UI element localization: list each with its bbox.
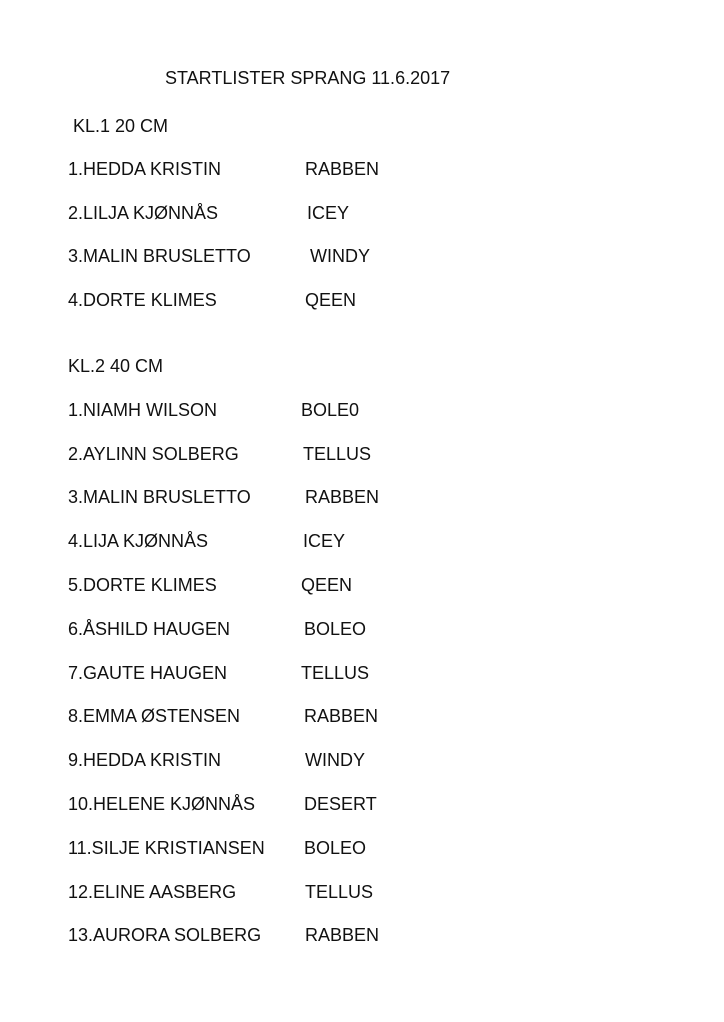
class-heading-kl1: KL.1 20 CM bbox=[73, 116, 169, 136]
horse-name: RABBEN bbox=[305, 487, 380, 507]
horse-name: ICEY bbox=[303, 531, 346, 551]
start-list-row bbox=[0, 487, 724, 513]
horse-name: DESERT bbox=[304, 794, 377, 814]
rider-name: 4.LIJA KJØNNÅS bbox=[68, 531, 209, 551]
start-list-row bbox=[0, 531, 724, 557]
document-title: STARTLISTER SPRANG 11.6.2017 bbox=[165, 68, 451, 88]
rider-name: 3.MALIN BRUSLETTO bbox=[68, 487, 251, 507]
start-list-row bbox=[0, 444, 724, 470]
start-list-row bbox=[0, 794, 724, 820]
start-list-row bbox=[0, 203, 724, 229]
rider-name: 8.EMMA ØSTENSEN bbox=[68, 706, 241, 726]
start-list-row bbox=[0, 706, 724, 732]
start-list-row bbox=[0, 290, 724, 316]
horse-name: RABBEN bbox=[304, 706, 379, 726]
horse-name: RABBEN bbox=[305, 159, 380, 179]
class-heading-kl2: KL.2 40 CM bbox=[68, 356, 164, 376]
start-list-row bbox=[0, 159, 724, 185]
horse-name: TELLUS bbox=[305, 882, 374, 902]
horse-name: BOLEO bbox=[304, 838, 367, 858]
horse-name: TELLUS bbox=[301, 663, 370, 683]
rider-name: 2.AYLINN SOLBERG bbox=[68, 444, 239, 464]
start-list-row bbox=[0, 750, 724, 776]
horse-name: QEEN bbox=[305, 290, 357, 310]
start-list-row bbox=[0, 925, 724, 951]
rider-name: 2.LILJA KJØNNÅS bbox=[68, 203, 219, 223]
rider-name: 3.MALIN BRUSLETTO bbox=[68, 246, 251, 266]
rider-name: 4.DORTE KLIMES bbox=[68, 290, 217, 310]
rider-name: 1.HEDDA KRISTIN bbox=[68, 159, 222, 179]
start-list-row bbox=[0, 838, 724, 864]
rider-name: 10.HELENE KJØNNÅS bbox=[68, 794, 256, 814]
start-list-row bbox=[0, 400, 724, 426]
start-list-row bbox=[0, 246, 724, 272]
horse-name: BOLE0 bbox=[301, 400, 360, 420]
rider-name: 7.GAUTE HAUGEN bbox=[68, 663, 228, 683]
start-list-row bbox=[0, 619, 724, 645]
rider-name: 12.ELINE AASBERG bbox=[68, 882, 237, 902]
rider-name: 11.SILJE KRISTIANSEN bbox=[68, 838, 265, 858]
rider-name: 13.AURORA SOLBERG bbox=[68, 925, 262, 945]
horse-name: WINDY bbox=[305, 750, 365, 770]
start-list-row bbox=[0, 882, 724, 908]
start-list-row bbox=[0, 575, 724, 601]
rider-name: 6.ÅSHILD HAUGEN bbox=[68, 619, 231, 639]
start-list-row bbox=[0, 663, 724, 689]
horse-name: QEEN bbox=[301, 575, 353, 595]
horse-name: BOLEO bbox=[304, 619, 367, 639]
horse-name: ICEY bbox=[307, 203, 350, 223]
horse-name: RABBEN bbox=[305, 925, 380, 945]
horse-name: TELLUS bbox=[303, 444, 372, 464]
horse-name: WINDY bbox=[310, 246, 370, 266]
rider-name: 1.NIAMH WILSON bbox=[68, 400, 218, 420]
rider-name: 5.DORTE KLIMES bbox=[68, 575, 217, 595]
rider-name: 9.HEDDA KRISTIN bbox=[68, 750, 222, 770]
